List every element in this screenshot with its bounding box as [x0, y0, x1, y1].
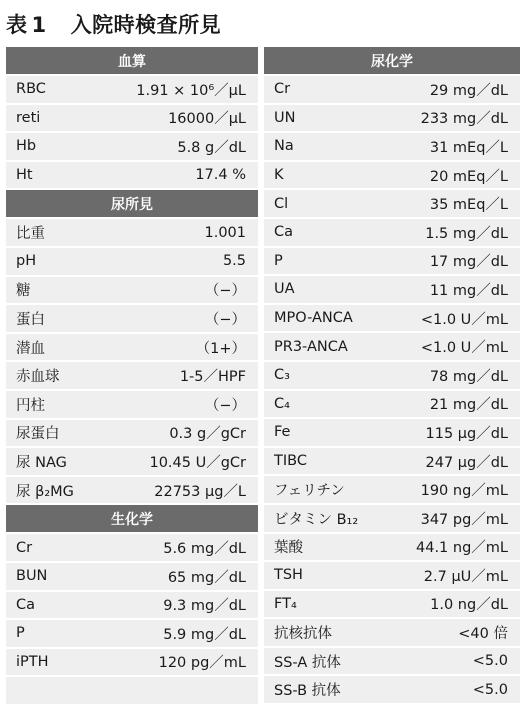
table-row: [264, 190, 520, 217]
row-value: 5.8 g／dL: [177, 139, 246, 156]
table-row: [264, 133, 520, 160]
table-title-text: 入院時検査所見: [70, 13, 222, 37]
row-value: 17 mg／dL: [429, 254, 508, 271]
row-value: 2.7 μU／mL: [423, 568, 508, 585]
table-row: [264, 333, 520, 360]
empty-row: [6, 677, 258, 704]
table-row: [6, 563, 258, 590]
row-label: BUN: [16, 568, 48, 585]
row-value: 29 mg／dL: [429, 82, 508, 99]
row-value: （−）: [204, 311, 246, 328]
table-row: [264, 219, 520, 246]
table-row: [6, 162, 258, 189]
table-row: [264, 534, 520, 561]
row-value: 347 pg／mL: [420, 511, 508, 528]
row-value: （−）: [204, 397, 246, 414]
row-label: Fe: [274, 424, 291, 441]
table-row: [264, 362, 520, 389]
table-title: [6, 8, 221, 42]
table-row: [264, 248, 520, 275]
row-label: iPTH: [16, 653, 49, 670]
table-row: [6, 592, 258, 619]
row-label: ビタミン B₁₂: [274, 511, 359, 528]
table-row: [264, 648, 520, 675]
row-label: K: [274, 167, 284, 184]
row-label: Cl: [274, 195, 289, 212]
table-row: [264, 562, 520, 589]
row-value: 65 mg／dL: [167, 569, 246, 586]
row-label: Ca: [274, 224, 294, 241]
table-row: [6, 477, 258, 504]
row-label: 蛋白: [16, 311, 45, 328]
table-row: [264, 619, 520, 646]
row-value: 11 mg／dL: [429, 282, 508, 299]
row-value: 233 mg／dL: [420, 111, 508, 128]
table-row: [6, 362, 258, 389]
row-label: FT₄: [274, 595, 297, 612]
row-value: 0.3 g／gCr: [169, 426, 246, 443]
row-value: <40 倍: [458, 626, 508, 643]
row-value: 21 mg／dL: [429, 397, 508, 414]
row-value: （1+）: [195, 340, 246, 357]
row-value: 20 mEq／L: [429, 168, 508, 185]
row-value: 35 mEq／L: [429, 197, 508, 214]
row-label: C₄: [274, 395, 290, 412]
row-label: 尿蛋白: [16, 426, 60, 443]
row-label: C₃: [274, 367, 290, 384]
left-column: [6, 47, 258, 706]
row-value: 247 μg／dL: [425, 454, 508, 471]
table-row: [6, 133, 258, 160]
row-label: 糖: [16, 283, 31, 300]
section-header: 尿化学: [264, 47, 520, 74]
table-row: [264, 676, 520, 703]
table-row: [264, 105, 520, 132]
row-label: Ca: [16, 596, 36, 613]
row-value: 5.5: [222, 253, 246, 270]
section-header: 生化学: [6, 505, 258, 532]
table-row: [6, 620, 258, 647]
row-label: UA: [274, 281, 295, 298]
row-label: reti: [16, 109, 41, 126]
row-value: 78 mg／dL: [429, 368, 508, 385]
table-row: [264, 419, 520, 446]
table-row: [6, 448, 258, 475]
row-label: 比重: [16, 226, 45, 243]
row-label: UN: [274, 109, 296, 126]
table-row: [264, 505, 520, 532]
table-row: [6, 305, 258, 332]
row-value: 22753 μg／L: [154, 483, 246, 500]
row-value: 17.4 %: [195, 167, 246, 184]
row-value: 44.1 ng／mL: [416, 540, 508, 557]
table-row: [6, 649, 258, 676]
row-label: Ht: [16, 167, 33, 184]
table-row: [264, 591, 520, 618]
table-row: [264, 391, 520, 418]
row-label: PR3-ANCA: [274, 338, 348, 355]
table-row: [264, 305, 520, 332]
row-value: 5.9 mg／dL: [163, 626, 246, 643]
row-label: 葉酸: [274, 540, 303, 557]
row-value: 115 μg／dL: [425, 425, 508, 442]
row-label: Hb: [16, 138, 37, 155]
row-value: 1.5 mg／dL: [425, 225, 508, 242]
row-value: 16000／μL: [168, 111, 246, 128]
row-value: 9.3 mg／dL: [163, 598, 246, 615]
row-value: <1.0 U／mL: [420, 340, 508, 357]
row-label: RBC: [16, 81, 46, 98]
row-value: 5.6 mg／dL: [163, 541, 246, 558]
right-column: [264, 47, 520, 705]
row-label: Na: [274, 138, 294, 155]
row-label: P: [16, 625, 25, 642]
row-value: 31 mEq／L: [429, 139, 508, 156]
table-row: [6, 105, 258, 132]
row-label: Cr: [274, 81, 291, 98]
row-value: 1.001: [204, 224, 246, 241]
row-label: SS-B 抗体: [274, 683, 341, 700]
row-value: 1-5／HPF: [179, 369, 246, 386]
table-title-number: 1: [31, 13, 47, 37]
row-value: <5.0: [472, 681, 508, 698]
row-value: 10.45 U／gCr: [149, 454, 246, 471]
row-label: TSH: [274, 567, 303, 584]
row-label: pH: [16, 253, 37, 270]
table-row: [264, 76, 520, 103]
table-row: [6, 534, 258, 561]
table-row: [264, 448, 520, 475]
table-title-label: 表: [6, 13, 28, 37]
row-value: 190 ng／mL: [420, 483, 508, 500]
table-row: [264, 162, 520, 189]
table-row: [264, 276, 520, 303]
row-label: SS-A 抗体: [274, 654, 341, 671]
table-row: [6, 277, 258, 304]
row-value: <1.0 U／mL: [420, 311, 508, 328]
section-header: 血算: [6, 47, 258, 74]
row-label: MPO-ANCA: [274, 310, 353, 327]
table-row: [6, 334, 258, 361]
row-label: 抗核抗体: [274, 626, 332, 643]
row-value: 1.0 ng／dL: [430, 597, 508, 614]
table-row: [264, 476, 520, 503]
row-label: 潜血: [16, 340, 45, 357]
row-label: 尿 β₂MG: [16, 483, 74, 500]
row-label: 円柱: [16, 397, 45, 414]
row-label: 尿 NAG: [16, 454, 67, 471]
table-row: [6, 219, 258, 246]
table-row: [6, 420, 258, 447]
row-label: フェリチン: [274, 483, 345, 500]
table-row: [6, 248, 258, 275]
row-label: TIBC: [274, 453, 307, 470]
row-value: <5.0: [472, 653, 508, 670]
section-header: 尿所見: [6, 190, 258, 217]
row-value: 120 pg／mL: [158, 655, 246, 672]
row-value: 1.91 × 10⁶／μL: [136, 82, 246, 99]
row-value: （−）: [204, 283, 246, 300]
table-row: [6, 76, 258, 103]
row-label: Cr: [16, 539, 33, 556]
table-row: [6, 391, 258, 418]
row-label: 赤血球: [16, 369, 60, 386]
row-label: P: [274, 252, 283, 269]
